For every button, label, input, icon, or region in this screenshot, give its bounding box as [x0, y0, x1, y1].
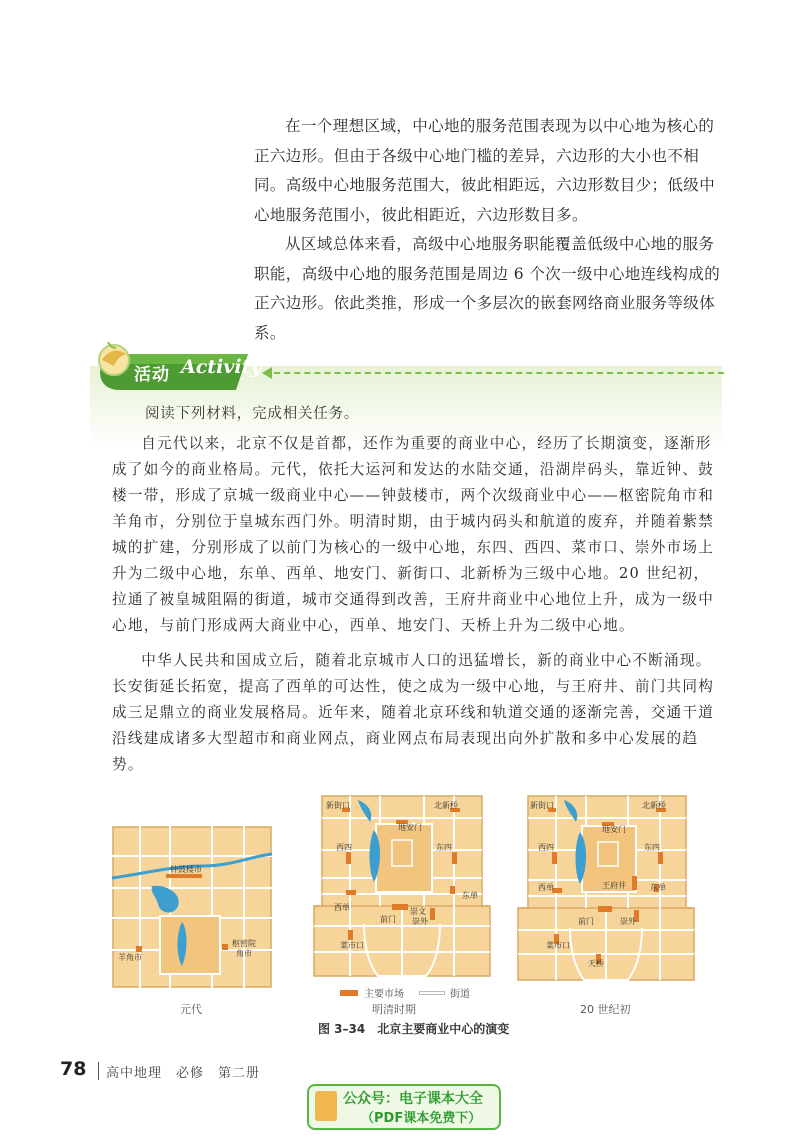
caption-20th-century: 20 世纪初	[580, 1003, 631, 1016]
watermark-badge	[307, 1084, 501, 1130]
label-shumiyuan-2: 角市	[236, 949, 252, 958]
label-dongdan: 东单	[462, 891, 478, 900]
map-legend	[340, 985, 470, 1000]
label-chongwai: 崇外	[412, 917, 428, 926]
activity-dashed-line	[264, 372, 724, 374]
map-yuan	[112, 826, 272, 988]
label-xinjiekou: 新街口	[326, 801, 350, 810]
label-chongwai-20: 崇外	[620, 917, 636, 926]
book-icon	[315, 1091, 337, 1121]
activity-label-en: Activity	[181, 356, 262, 378]
legend-market-swatch	[340, 990, 358, 996]
label-dongsi: 东四	[436, 843, 452, 852]
label-xisi-20: 西四	[538, 843, 554, 852]
label-qianmen-20: 前门	[578, 917, 594, 926]
label-shumiyuan-1: 枢密院	[232, 939, 256, 948]
label-dianmen-20: 地安门	[602, 825, 626, 834]
label-wangfujing-20: 王府井	[602, 881, 626, 890]
caption-yuan: 元代	[180, 1003, 202, 1016]
label-xidan: 西单	[334, 903, 350, 912]
label-xisi: 西四	[336, 843, 352, 852]
legend-street-swatch	[420, 992, 444, 994]
material-paragraph-2: 中华人民共和国成立后，随着北京城市人口的迅猛增长，新的商业中心不断涌现。长安街延长拓宽，提高了西单的可达性，使之成为一级中心地，与王府井、前门共同构成三足鼎立的商业发展格局。近年来，随着北京环线和轨道交通的逐渐完善，交通干道沿线建成诸多大型超市和商业网点，商业网点布局表现出向外扩散和多中心发展的趋势。	[112, 652, 715, 773]
map-mingqing	[312, 794, 492, 980]
legend-street-label: 街道	[450, 989, 470, 1000]
legend-market-label: 主要市场	[364, 989, 404, 1000]
activity-label: 活动	[134, 365, 170, 385]
page-number: 78	[60, 1058, 87, 1080]
watermark-line-1: 公众号：电子课本大全	[343, 1091, 483, 1107]
label-tianqiao-20: 天桥	[588, 959, 604, 968]
intro-text	[254, 112, 724, 348]
label-zhonggulou: 钟鼓楼市	[170, 865, 202, 874]
label-beixinqiao: 北新桥	[434, 801, 458, 810]
material-paragraph-1: 自元代以来，北京不仅是首都，还作为重要的商业中心，经历了长期演变，逐渐形成了如今的商业格局。元代，依托大运河和发达的水陆交通，沿湖岸码头，靠近钟、鼓楼一带，形成了京城一级商业中心——钟鼓楼市，两个次级商业中心——枢密院角市和羊角市，分别位于皇城东西门外。明清时期，由于城内码头和航道的废弃，并随着紫禁城的扩建，分别形成了以前门为核心的一级中心地，东四、西四、菜市口、崇外市场上升为二级中心地，东单、西单、地安门、新街口、北新桥为三级中心地。20 世纪初，拉通了被皇城阻隔的街道，城市交通得到改善，王府井商业中心地位上升，成为一级中心地，与前门形成两大商业中心，西单、地安门、天桥上升为二级中心地。	[112, 435, 715, 634]
intro-paragraph-1: 在一个理想区域，中心地的服务范围表现为以中心地为核心的正六边形。但由于各级中心地门槛的差异，六边形的大小也不相同。高级中心地服务范围大，彼此相距远，六边形数目少；低级中心地服务范围小，彼此相距近，六边形数目多。	[254, 117, 716, 224]
label-dongdan-20: 东单	[650, 883, 666, 892]
label-xidan-20: 西单	[538, 883, 554, 892]
figure-title: 图 3–34 北京主要商业中心的演变	[318, 1022, 510, 1036]
caption-mingqing: 明清时期	[372, 1003, 416, 1016]
label-beixinqiao-20: 北新桥	[642, 801, 666, 810]
label-yangjiao: 羊角市	[118, 953, 142, 962]
label-dianmen: 地安门	[398, 823, 422, 832]
label-dongsi-20: 东四	[644, 843, 660, 852]
footer-divider	[98, 1062, 99, 1080]
label-chongwen: 崇文	[410, 907, 426, 916]
intro-paragraph-2: 从区域总体来看，高级中心地服务职能覆盖低级中心地的服务职能，高级中心地的服务范围是周边 6 个次一级中心地连线构成的正六边形。依此类推，形成一个多层次的嵌套网络商业服务等级体系。	[254, 235, 721, 342]
activity-material	[112, 431, 720, 778]
activity-instruction: 阅读下列材料，完成相关任务。	[145, 406, 360, 422]
book-title: 高中地理 必修 第二册	[106, 1066, 261, 1081]
label-qianmen: 前门	[380, 915, 396, 924]
map-20th-century	[516, 794, 696, 984]
watermark-line-2: （PDF课本免费下）	[361, 1111, 482, 1126]
label-caishikou: 菜市口	[340, 941, 364, 950]
label-xinjiekou-20: 新街口	[530, 801, 554, 810]
globe-dove-icon	[92, 336, 136, 380]
label-caishikou-20: 菜市口	[546, 941, 570, 950]
